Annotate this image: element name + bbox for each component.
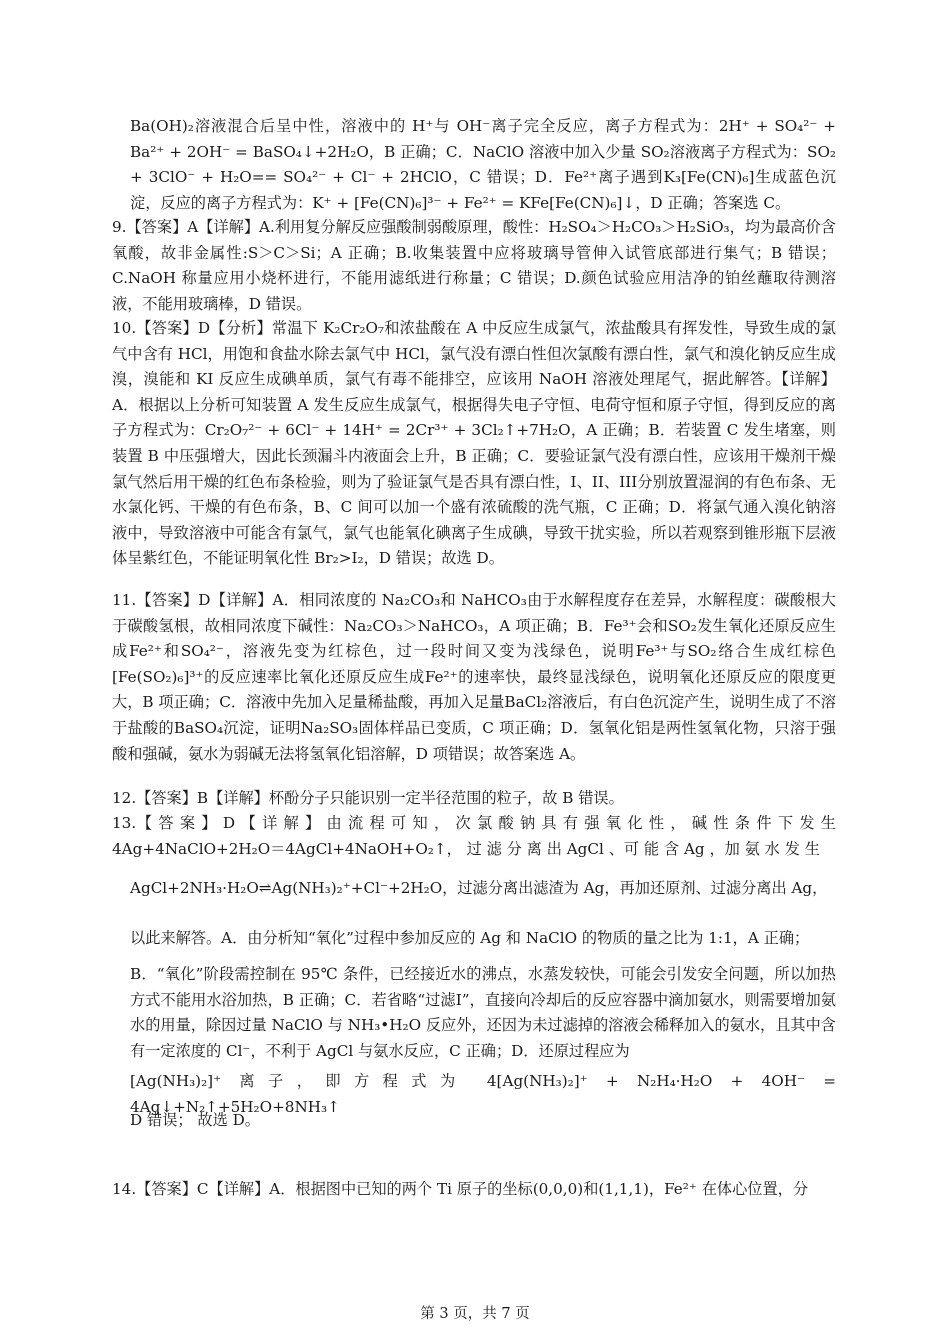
answer-13-details: B．“氧化”阶段需控制在 95℃ 条件，已经接近水的沸点，水蒸发较快，可能会引发安全问题，所以加热方式不能用水浴加热，B 正确；C．若省略“过滤I”，直接向冷却后的反应容器中滴加氨水，则需要增加氨水的用量，除因过量 NaClO 与 NH₃•H₂O 反应外，还因为未过滤掉的溶液会稀释加入的氨水，且其中含有一定浓度的 Cl⁻，不利于 AgCl 与氨水反应，C 正确；D．还原过程应为 [130, 965, 836, 1060]
answer-item-10: 10.【答案】D【分析】常温下 K₂Cr₂O₇和浓盐酸在 A 中反应生成氯气，浓盐酸具有挥发性，导致生成的氯气中含有 HCl，用饱和食盐水除去氯气中 HCl，氯气没有漂白性但次氯酸有漂白性，氯气和溴化钠反应生成溴，溴能和 KI 反应生成碘单质，氯气有毒不能排空，应该用 NaOH 溶液处理尾气，据此解答。【详解】A．根据以上分析可知装置 A 发生反应生成氯气，根据得失电子守恒、电荷守恒和原子守恒，得到反应的离子方程式为：Cr₂O₇²⁻ + 6Cl⁻ + 14H⁺ = 2Cr³⁺ + 3Cl₂↑+7H₂O，A 正确；B．若装置 C 发生堵塞，则装置 B 中压强增大，因此长颈漏斗内液面会上升，B 正确；C．要验证氯气没有漂白性，应该用干燥剂干燥氯气然后用干燥的红色布条检验，则为了验证氯气是否具有漂白性，I、II、III分别放置湿润的有色布条、无水氯化钙、干燥的有色布条，B、C 间可以加一个盛有浓硫酸的洗气瓶，C 正确；D．将氯气通入溴化钠溶液中，导致溶液中可能含有氯气，氯气也能氧化碘离子生成碘，导致干扰实验，所以若观察到锥形瓶下层液体呈紫红色，不能证明氧化性 Br₂>I₂，D 错误；故选 D。 [112, 319, 836, 568]
item-number: 11. [112, 591, 137, 609]
answer-13-conclusion: D 错误； 故选 D。 [130, 1111, 260, 1129]
answer-13-equation-line: AgCl+2NH₃·H₂O⇌Ag(NH₃)₂⁺+Cl⁻+2H₂O，过滤分离出滤渣为 Ag，再加还原剂、过滤分离出 Ag， [130, 879, 828, 897]
paragraph-8-continued: Ba(OH)₂溶液混合后呈中性，溶液中的 H⁺与 OH⁻离子完全反应，离子方程式为：2H⁺ + SO₄²⁻ + Ba²⁺ + 2OH⁻ = BaSO₄↓+2H₂O，B 正确；C．NaClO 溶液中加入少量 SO₂溶液离子方程式为：SO₂ + 3ClO⁻ + H₂O== SO₄²⁻ + Cl⁻ + 2HClO，C 错误；D．Fe²⁺离子遇到K₃[Fe(CN)₆]生成蓝色沉淀，反应的离子方程式为：K⁺ + [Fe(CN)₆]³⁻ + Fe²⁺ = KFe[Fe(CN)₆]↓，D 正确；答案选 C。 [130, 117, 836, 212]
answer-item-9: 9.【答案】A【详解】A.利用复分解反应强酸制弱酸原理，酸性：H₂SO₄＞H₂CO₃＞H₂SiO₃，均为最高价含氧酸，故非金属性:S＞C＞Si；A 正确；B.收集装置中应将玻璃导管伸入试管底部进行集气；B 错误；C.NaOH 称量应用小烧杯进行，不能用滤纸进行称量；C 错误；D.颜色试验应用洁净的铂丝蘸取待测溶液，不能用玻璃棒，D 错误。 [112, 218, 836, 313]
answer-item-14: 14.【答案】C【详解】A．根据图中已知的两个 Ti 原子的坐标(0,0,0)和(1,1,1)，Fe²⁺ 在体心位置，分 [112, 1180, 809, 1198]
item-number: 10. [112, 319, 137, 337]
item-number: 14. [112, 1180, 137, 1198]
item-number: 13. [112, 814, 137, 832]
page-footer: 第 3 页，共 7 页 [420, 1306, 530, 1322]
item-number: 12. [112, 789, 137, 807]
answer-13-reduction-equation: [Ag(NH₃)₂]⁺ 离子，即方程式为 4[Ag(NH₃)₂]⁺ + N₂H₄·H₂O + 4OH⁻ = 4Ag↓+N₂↑+5H₂O+8NH₃↑ [130, 1072, 836, 1116]
answer-item-13: 13.【 答 案 】 D 【 详 解 】 由 流 程 可 知 ， 次 氯 酸 钠 具 有 强 氧 化 性 ， 碱 性 条 件 下 发 生 4Ag+4NaClO+2H₂O＝4AgCl+4NaOH+O₂↑， 过 滤 分 离 出 AgCl 、可 能 含 Ag ，加 氨 水 发 生 [112, 814, 836, 858]
item-number: 9. [112, 218, 127, 236]
answer-item-12: 12.【答案】B【详解】杯酚分子只能识别一定半径范围的粒子，故 B 错误。 [112, 789, 624, 807]
answer-13-analysis-line: 以此来解答。A．由分析知“氧化”过程中参加反应的 Ag 和 NaClO 的物质的量之比为 1:1，A 正确； [130, 929, 810, 947]
answer-item-11: 11.【答案】D【详解】A．相同浓度的 Na₂CO₃和 NaHCO₃由于水解程度存在差异，水解程度：碳酸根大于碳酸氢根，故相同浓度下碱性：Na₂CO₃＞NaHCO₃，A 项正确；B．Fe³⁺会和SO₂发生氧化还原反应生成Fe²⁺和SO₄²⁻，溶液先变为红棕色，过一段时间又变为浅绿色，说明Fe³⁺与SO₂络合生成红棕色[Fe(SO₂)₆]³⁺的反应速率比氧化还原反应生成Fe²⁺的速率快，最终显浅绿色，说明氧化还原反应的限度更大，B 项正确；C．溶液中先加入足量稀盐酸，再加入足量BaCl₂溶液后，有白色沉淀产生，说明生成了不溶于盐酸的BaSO₄沉淀，证明Na₂SO₃固体样品已变质，C 项正确；D．氢氧化铝是两性氢氧化物，只溶于强酸和强碱，氨水为弱碱无法将氢氧化铝溶解，D 项错误；故答案选 A。 [112, 591, 836, 763]
